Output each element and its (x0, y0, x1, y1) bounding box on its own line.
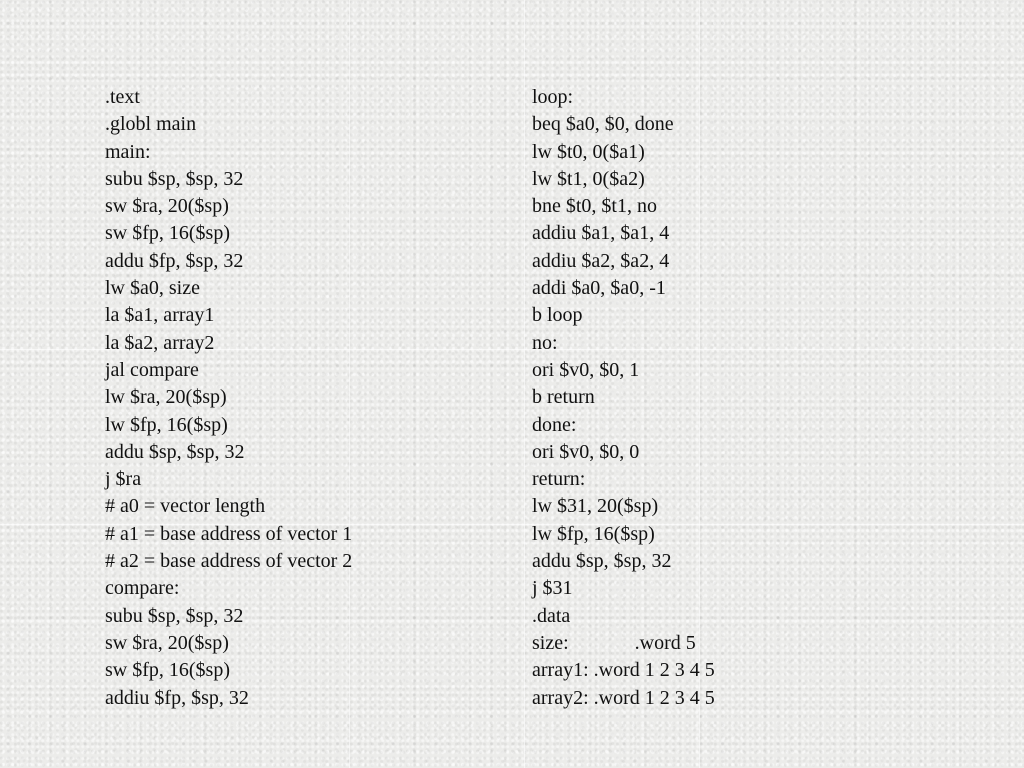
code-line: b return (532, 386, 595, 409)
code-line: no: (532, 331, 558, 354)
code-line: jal compare (105, 358, 199, 381)
code-line-size (532, 630, 715, 657)
code-line: lw $t1, 0($a2) (532, 167, 645, 190)
code-line: sw $fp, 16($sp) (105, 659, 230, 682)
code-line: lw $fp, 16($sp) (532, 522, 655, 545)
code-line: .data (532, 604, 571, 627)
code-line: lw $31, 20($sp) (532, 495, 659, 518)
size-label: size: (532, 631, 569, 654)
code-line: b loop (532, 304, 583, 327)
code-line: lw $a0, size (105, 277, 200, 300)
code-line: lw $ra, 20($sp) (105, 386, 227, 409)
code-line: addu $fp, $sp, 32 (105, 249, 244, 272)
code-line: la $a1, array1 (105, 304, 215, 327)
background-tile-seam (524, 0, 525, 768)
code-line: bne $t0, $t1, no (532, 195, 657, 218)
code-line: sw $fp, 16($sp) (105, 222, 230, 245)
code-line: return: (532, 468, 586, 491)
code-column-left (105, 84, 352, 712)
code-line: addiu $a1, $a1, 4 (532, 222, 670, 245)
code-line: array2: .word 1 2 3 4 5 (532, 686, 715, 709)
code-line: lw $t0, 0($a1) (532, 140, 645, 163)
code-line: lw $fp, 16($sp) (105, 413, 228, 436)
code-line: addiu $a2, $a2, 4 (532, 249, 670, 272)
code-line: done: (532, 413, 577, 436)
code-line: loop: (532, 86, 574, 108)
code-line: compare: (105, 577, 180, 600)
code-line: sw $ra, 20($sp) (105, 631, 229, 654)
size-directive: .word 5 (634, 631, 696, 654)
code-column-right (532, 84, 715, 712)
code-line: sw $ra, 20($sp) (105, 195, 229, 218)
code-line: subu $sp, $sp, 32 (105, 604, 244, 627)
code-line: ori $v0, $0, 1 (532, 358, 640, 381)
code-line: addu $sp, $sp, 32 (105, 440, 245, 463)
code-line: j $ra (105, 468, 142, 491)
code-line: j $31 (532, 577, 573, 600)
code-line: addiu $fp, $sp, 32 (105, 686, 249, 709)
code-line: addi $a0, $a0, -1 (532, 277, 666, 300)
code-line: # a2 = base address of vector 2 (105, 550, 353, 573)
code-line: subu $sp, $sp, 32 (105, 167, 244, 190)
code-line: la $a2, array2 (105, 331, 215, 354)
code-line: beq $a0, $0, done (532, 113, 674, 136)
code-line: main: (105, 140, 151, 163)
code-line: .globl main (105, 113, 197, 136)
code-line: .text (105, 86, 140, 108)
code-line: # a1 = base address of vector 1 (105, 522, 353, 545)
code-line: addu $sp, $sp, 32 (532, 550, 672, 573)
code-line: # a0 = vector length (105, 495, 266, 518)
code-line: array1: .word 1 2 3 4 5 (532, 659, 715, 682)
code-line: ori $v0, $0, 0 (532, 440, 640, 463)
